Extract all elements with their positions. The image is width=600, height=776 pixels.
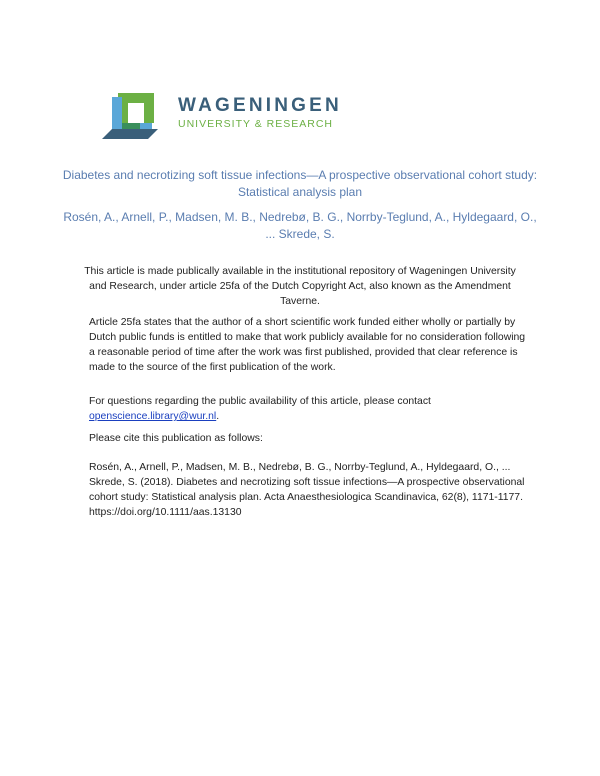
- contact-email-link[interactable]: openscience.library@wur.nl: [89, 411, 217, 422]
- article-authors: Rosén, A., Arnell, P., Madsen, M. B., Nedrebø, B. G., Norrby-Teglund, A., Hyldegaard, O., ... Skrede, S.: [63, 210, 537, 241]
- article-title: Diabetes and necrotizing soft tissue infections—A prospective observational cohort study: Statistical analysis plan: [62, 168, 538, 199]
- cite-intro: Please cite this publication as follows:: [89, 433, 263, 444]
- wur-logo-icon: [102, 93, 158, 141]
- wur-logo: [102, 93, 362, 141]
- questions-suffix: .: [216, 411, 220, 422]
- article-25fa-paragraph: Article 25fa states that the author of a short scientific work funded either wholly or partially by Dutch public funds is entitled to make that work publicly available for no consideration following a reasonable period of time after the work was first published, provided that clear reference is made to the source of the first publication of the work.: [89, 317, 526, 373]
- questions-paragraph: [89, 394, 529, 424]
- logo-subtitle: UNIVERSITY & RESEARCH: [178, 118, 334, 130]
- citation-text: Rosén, A., Arnell, P., Madsen, M. B., Nedrebø, B. G., Norrby-Teglund, A., Hyldegaard, O., ... Skrede, S. (2018). Diabetes and necrotizing soft tissue infections—A prospective observational cohort study: Statistical analysis plan. Acta Anaesthesiologica Scandinavica, 62(8), 1171-1177. https://doi.org/10.1111/aas.13130: [89, 462, 525, 518]
- questions-text: For questions regarding the public availability of this article, please contact: [89, 396, 431, 407]
- logo-wordmark: WAGENINGEN: [178, 95, 342, 116]
- repository-notice: This article is made publically available in the institutional repository of Wageningen University and Research, under article 25fa of the Dutch Copyright Act, also known as the Amendment Taverne.: [84, 266, 516, 307]
